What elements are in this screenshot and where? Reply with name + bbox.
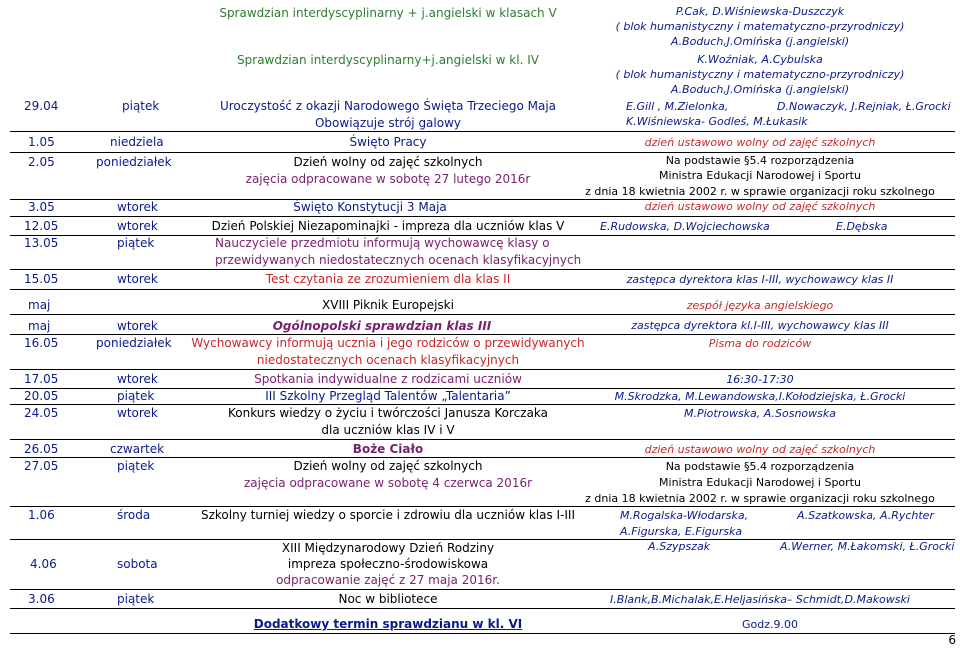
day-cell: poniedziałek bbox=[96, 155, 172, 169]
day-cell: piątek bbox=[117, 459, 155, 473]
event-text: Święto Konstytucji 3 Maja bbox=[293, 200, 447, 214]
row-divider bbox=[10, 506, 955, 507]
date-cell: 1.06 bbox=[28, 508, 55, 522]
day-cell: piątek bbox=[117, 592, 155, 606]
day-cell: niedziela bbox=[110, 135, 164, 149]
row-divider bbox=[10, 457, 955, 458]
row-divider bbox=[10, 269, 955, 270]
responsible-text: A.Figurska, E.Figurska bbox=[620, 525, 743, 538]
row-divider bbox=[10, 131, 955, 132]
event-text: XIII Międzynarodowy Dzień Rodziny bbox=[281, 541, 495, 555]
date-cell: 24.05 bbox=[24, 406, 59, 420]
responsible-text: M.Rogalska-Włodarska, bbox=[620, 509, 749, 522]
responsible-text: Ministra Edukacji Narodowej i Sportu bbox=[659, 169, 861, 182]
row-divider bbox=[10, 633, 955, 634]
row-divider bbox=[10, 439, 955, 440]
event-text: Dzień Polskiej Niezapominajki - impreza dla uczniów klas V bbox=[211, 219, 565, 233]
event-text: Obowiązuje strój galowy bbox=[314, 116, 462, 130]
date-cell: 29.04 bbox=[24, 99, 59, 113]
day-cell: wtorek bbox=[117, 406, 158, 420]
responsible-text: zespół języka angielskiego bbox=[686, 299, 834, 312]
responsible-text: M.Piotrowska, A.Sosnowska bbox=[683, 407, 837, 420]
event-text: odpracowanie zajęć z 27 maja 2016r. bbox=[276, 573, 500, 587]
date-cell: 2.05 bbox=[28, 155, 55, 169]
day-cell: piątek bbox=[117, 236, 155, 250]
row-divider bbox=[10, 589, 955, 590]
day-cell: środa bbox=[117, 508, 151, 522]
day-cell: sobota bbox=[117, 557, 158, 571]
responsible-text: zastępca dyrektora klas I-III, wychowawcy klas II bbox=[626, 273, 894, 286]
event-text: Sprawdzian interdyscyplinarny+j.angielski w kl. IV bbox=[237, 53, 539, 67]
responsible-text: E.Dębska bbox=[836, 220, 888, 233]
day-cell: wtorek bbox=[117, 200, 158, 214]
date-cell: 15.05 bbox=[24, 272, 59, 286]
date-cell: 13.05 bbox=[24, 236, 59, 250]
responsible-text: A.Szatkowska, A.Rychter bbox=[797, 509, 934, 522]
day-cell: piątek bbox=[122, 99, 160, 113]
event-text: Uroczystość z okazji Narodowego Święta Trzeciego Maja bbox=[219, 99, 557, 113]
responsible-text: 16:30-17:30 bbox=[726, 373, 794, 386]
event-text: Konkurs wiedzy o życiu i twórczości Janusza Korczaka bbox=[227, 406, 549, 420]
event-text: zajęcia odpracowane w sobotę 4 czerwca 2016r bbox=[243, 476, 533, 490]
responsible-text: A.Werner, M.Łakomski, Ł.Grocki bbox=[780, 540, 955, 553]
row-divider bbox=[10, 289, 955, 290]
event-text: dla uczniów klas IV i V bbox=[321, 423, 455, 437]
responsible-text: Pisma do rodziców bbox=[708, 337, 812, 350]
responsible-text: E.Rudowska, D.Wojciechowska bbox=[600, 220, 770, 233]
event-text: Nauczyciele przedmiotu informują wychowawcę klasy o bbox=[215, 236, 550, 250]
responsible-text: dzień ustawowo wolny od zajęć szkolnych bbox=[644, 136, 876, 149]
day-cell: wtorek bbox=[117, 219, 158, 233]
event-text: Noc w bibliotece bbox=[338, 592, 438, 606]
responsible-text: dzień ustawowo wolny od zajęć szkolnych bbox=[644, 200, 876, 213]
day-cell: wtorek bbox=[117, 372, 158, 386]
row-divider bbox=[10, 334, 955, 335]
event-text: Dzień wolny od zajęć szkolnych bbox=[293, 459, 483, 473]
date-cell: 3.05 bbox=[28, 200, 55, 214]
day-cell: wtorek bbox=[117, 272, 158, 286]
day-cell: piątek bbox=[117, 389, 155, 403]
event-text: Sprawdzian interdyscyplinarny + j.angielski w klasach V bbox=[219, 6, 557, 20]
responsible-text: A.Boduch,J.Omińska (j.angielski) bbox=[670, 83, 850, 96]
row-divider bbox=[10, 369, 955, 370]
date-cell: 4.06 bbox=[30, 557, 57, 571]
event-text: Święto Pracy bbox=[349, 135, 427, 149]
event-text: przewidywanych niedostatecznych ocenach klasyfikacyjnych bbox=[215, 253, 582, 267]
responsible-text: dzień ustawowo wolny od zajęć szkolnych bbox=[644, 443, 876, 456]
responsible-text: Na podstawie §5.4 rozporządzenia bbox=[665, 154, 855, 167]
day-cell: wtorek bbox=[117, 319, 158, 333]
page-number: 6 bbox=[948, 633, 956, 647]
date-cell: 27.05 bbox=[24, 459, 59, 473]
responsible-text: z dnia 18 kwietnia 2002 r. w sprawie organizacji roku szkolnego bbox=[585, 185, 935, 198]
responsible-text: A.Szypszak bbox=[648, 540, 711, 553]
responsible-text: ( blok humanistyczny i matematyczno-przyrodniczy) bbox=[615, 68, 905, 81]
responsible-text: K.Woźniak, A.Cybulska bbox=[697, 53, 823, 66]
day-cell: czwartek bbox=[110, 442, 165, 456]
event-text: Test czytania ze zrozumieniem dla klas II bbox=[265, 272, 511, 286]
date-cell: 1.05 bbox=[28, 135, 55, 149]
row-divider bbox=[10, 404, 955, 405]
responsible-text: ( blok humanistyczny i matematyczno-przyrodniczy) bbox=[615, 20, 905, 33]
date-cell: 16.05 bbox=[24, 336, 59, 350]
responsible-text: Na podstawie §5.4 rozporządzenia bbox=[665, 460, 855, 473]
date-cell: 3.06 bbox=[28, 592, 55, 606]
event-text: Wychowawcy informują ucznia i jego rodziców o przewidywanych bbox=[191, 336, 585, 350]
date-cell: 20.05 bbox=[24, 389, 59, 403]
event-text: Boże Ciało bbox=[352, 442, 424, 456]
row-divider bbox=[10, 216, 955, 217]
event-text: III Szkolny Przegląd Talentów „Talentaria” bbox=[265, 389, 511, 403]
responsible-text: K.Wiśniewska- Godleś, M.Łukasik bbox=[626, 115, 808, 128]
event-text: zajęcia odpracowane w sobotę 27 lutego 2016r bbox=[245, 172, 531, 186]
date-cell: 26.05 bbox=[24, 442, 59, 456]
row-divider bbox=[10, 314, 955, 315]
date-cell: 12.05 bbox=[24, 219, 59, 233]
row-divider bbox=[10, 608, 955, 609]
responsible-text: z dnia 18 kwietnia 2002 r. w sprawie organizacji roku szkolnego bbox=[585, 492, 935, 505]
responsible-text: E.Gill , M.Zielonka, bbox=[626, 100, 729, 113]
responsible-text: zastępca dyrektora kl.I-III, wychowawcy klas III bbox=[631, 319, 889, 332]
date-cell: maj bbox=[28, 298, 51, 312]
responsible-text: A.Boduch,J.Omińska (j.angielski) bbox=[670, 35, 850, 48]
responsible-text: Ministra Edukacji Narodowej i Sportu bbox=[659, 476, 861, 489]
event-text: XVIII Piknik Europejski bbox=[322, 298, 454, 312]
event-text: Dodatkowy termin sprawdzianu w kl. VI bbox=[253, 617, 523, 631]
event-text: Ogólnopolski sprawdzian klas III bbox=[272, 319, 492, 333]
date-cell: maj bbox=[28, 319, 51, 333]
responsible-text: M.Skrodzka, M.Lewandowska,I.Kołodziejska, Ł.Grocki bbox=[614, 390, 906, 403]
date-cell: 17.05 bbox=[24, 372, 59, 386]
responsible-text: D.Nowaczyk, J.Rejniak, Ł.Grocki bbox=[777, 100, 951, 113]
responsible-text: P.Cak, D.Wiśniewska-Duszczyk bbox=[675, 5, 845, 18]
event-text: niedostatecznych ocenach klasyfikacyjnych bbox=[256, 353, 520, 367]
event-text: Szkolny turniej wiedzy o sporcie i zdrowiu dla uczniów klas I-III bbox=[200, 508, 576, 522]
event-text: impreza społeczno-środowiskowa bbox=[287, 557, 489, 571]
responsible-text: I.Blank,B.Michalak,E.Heljasińska– Schmidt,D.Makowski bbox=[610, 593, 910, 606]
responsible-text: Godz.9.00 bbox=[742, 618, 798, 631]
day-cell: poniedziałek bbox=[96, 336, 172, 350]
event-text: Dzień wolny od zajęć szkolnych bbox=[293, 155, 483, 169]
event-text: Spotkania indywidualne z rodzicami uczniów bbox=[254, 372, 522, 386]
